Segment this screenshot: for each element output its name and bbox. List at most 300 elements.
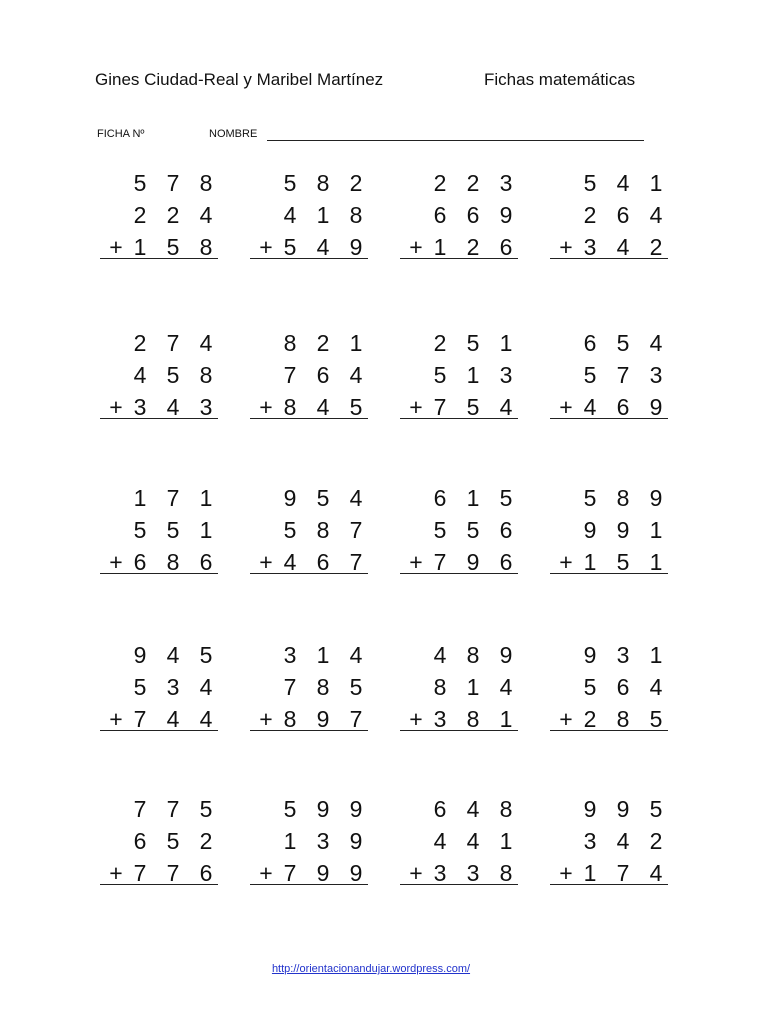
addend-digits: [278, 860, 368, 892]
digit: 5: [616, 549, 630, 575]
digit: 8: [466, 706, 480, 732]
addend-line-with-operator: [100, 549, 218, 581]
digit: 1: [499, 706, 513, 732]
digit: 5: [166, 828, 180, 854]
addend-line-with-operator: [100, 394, 218, 426]
digit: 7: [349, 517, 363, 543]
sum-line: [550, 884, 668, 885]
digit: 9: [283, 485, 297, 511]
digit: 7: [283, 362, 297, 388]
addend-digits: [128, 517, 218, 549]
digit: 5: [199, 642, 213, 668]
addend-line-with-operator: [550, 549, 668, 581]
digit: 7: [166, 796, 180, 822]
digit: 4: [166, 706, 180, 732]
plus-sign: +: [559, 706, 573, 732]
addend-line: [550, 362, 668, 394]
digit: 4: [283, 549, 297, 575]
digit: 4: [283, 202, 297, 228]
addend-line: [100, 517, 218, 549]
addend-line: [550, 796, 668, 828]
digit: 2: [316, 330, 330, 356]
digit: 4: [349, 362, 363, 388]
digit: 9: [583, 796, 597, 822]
addend-digits: [278, 202, 368, 234]
addend-line: [250, 796, 368, 828]
addend-digits: [128, 485, 218, 517]
digit: 4: [499, 394, 513, 420]
addend-line-with-operator: [250, 234, 368, 266]
digit: 8: [166, 549, 180, 575]
plus-sign: +: [409, 234, 423, 260]
plus-sign: +: [559, 394, 573, 420]
addend-line: [250, 330, 368, 362]
digit: 2: [583, 202, 597, 228]
digit: 9: [616, 796, 630, 822]
plus-sign: +: [259, 549, 273, 575]
addend-line: [100, 674, 218, 706]
addend-line: [250, 362, 368, 394]
addend-digits: [128, 549, 218, 581]
digit: 9: [349, 234, 363, 260]
addend-line: [550, 828, 668, 860]
digit: 8: [199, 362, 213, 388]
addend-digits: [578, 330, 668, 362]
digit: 4: [616, 234, 630, 260]
addend-digits: [428, 549, 518, 581]
addend-digits: [278, 517, 368, 549]
digit: 4: [316, 234, 330, 260]
plus-sign: +: [259, 234, 273, 260]
digit: 3: [616, 642, 630, 668]
digit: 6: [616, 202, 630, 228]
digit: 4: [199, 330, 213, 356]
subject-heading: Fichas matemáticas: [484, 70, 636, 89]
addend-line: [250, 642, 368, 674]
addend-digits: [578, 234, 668, 266]
digit: 4: [649, 202, 663, 228]
addend-digits: [128, 234, 218, 266]
addend-line: [250, 828, 368, 860]
digit: 3: [583, 828, 597, 854]
addend-line-with-operator: [100, 234, 218, 266]
addend-digits: [278, 642, 368, 674]
digit: 8: [616, 706, 630, 732]
digit: 5: [466, 394, 480, 420]
addend-line-with-operator: [400, 394, 518, 426]
addend-line: [550, 330, 668, 362]
addend-digits: [578, 796, 668, 828]
digit: 4: [166, 642, 180, 668]
addend-line: [550, 517, 668, 549]
digit: 6: [466, 202, 480, 228]
plus-sign: +: [409, 706, 423, 732]
addend-digits: [578, 674, 668, 706]
addend-digits: [578, 828, 668, 860]
addend-digits: [428, 330, 518, 362]
digit: 3: [466, 860, 480, 886]
digit: 7: [349, 706, 363, 732]
addend-line-with-operator: [400, 234, 518, 266]
digit: 1: [499, 330, 513, 356]
addend-digits: [278, 362, 368, 394]
addend-digits: [428, 394, 518, 426]
sum-line: [400, 884, 518, 885]
digit: 7: [166, 860, 180, 886]
digit: 7: [349, 549, 363, 575]
addition-problem: [400, 485, 518, 590]
digit: 5: [283, 517, 297, 543]
digit: 1: [349, 330, 363, 356]
digit: 4: [349, 642, 363, 668]
digit: 5: [583, 170, 597, 196]
digit: 1: [649, 517, 663, 543]
addend-digits: [578, 549, 668, 581]
digit: 6: [433, 796, 447, 822]
sum-line: [100, 258, 218, 259]
addend-line: [250, 202, 368, 234]
digit: 5: [466, 330, 480, 356]
addend-line: [250, 485, 368, 517]
addend-digits: [428, 828, 518, 860]
digit: 6: [316, 549, 330, 575]
addend-line: [400, 362, 518, 394]
footer-link[interactable]: http://orientacionandujar.wordpress.com/: [271, 963, 471, 975]
digit: 3: [133, 394, 147, 420]
digit: 9: [349, 860, 363, 886]
addend-digits: [578, 394, 668, 426]
addend-line: [400, 828, 518, 860]
digit: 2: [133, 330, 147, 356]
digit: 1: [583, 860, 597, 886]
addend-line: [400, 642, 518, 674]
addition-problem: [550, 796, 668, 901]
digit: 8: [466, 642, 480, 668]
digit: 4: [433, 828, 447, 854]
sum-line: [400, 418, 518, 419]
digit: 8: [499, 860, 513, 886]
addition-problem: [250, 170, 368, 275]
digit: 5: [349, 394, 363, 420]
addend-line: [100, 828, 218, 860]
digit: 6: [616, 394, 630, 420]
digit: 4: [466, 796, 480, 822]
addend-line: [250, 170, 368, 202]
addend-digits: [128, 828, 218, 860]
addend-line: [400, 485, 518, 517]
author-heading: Gines Ciudad-Real y Maribel Martínez: [95, 70, 384, 89]
digit: 2: [133, 202, 147, 228]
addend-digits: [428, 485, 518, 517]
digit: 1: [316, 202, 330, 228]
digit: 5: [583, 674, 597, 700]
sum-line: [250, 258, 368, 259]
digit: 1: [433, 234, 447, 260]
digit: 6: [199, 549, 213, 575]
sum-line: [250, 884, 368, 885]
digit: 3: [283, 642, 297, 668]
digit: 5: [499, 485, 513, 511]
addend-digits: [278, 170, 368, 202]
digit: 1: [499, 828, 513, 854]
digit: 7: [283, 860, 297, 886]
addend-line: [550, 674, 668, 706]
sum-line: [550, 573, 668, 574]
digit: 3: [316, 828, 330, 854]
ficha-label: FICHA Nº: [97, 128, 145, 140]
digit: 1: [283, 828, 297, 854]
digit: 1: [649, 170, 663, 196]
digit: 2: [433, 330, 447, 356]
digit: 9: [616, 517, 630, 543]
digit: 7: [433, 394, 447, 420]
sum-line: [250, 573, 368, 574]
digit: 2: [166, 202, 180, 228]
digit: 2: [466, 234, 480, 260]
addend-line-with-operator: [250, 860, 368, 892]
digit: 9: [649, 394, 663, 420]
addend-line-with-operator: [400, 549, 518, 581]
digit: 8: [283, 394, 297, 420]
digit: 7: [133, 796, 147, 822]
addend-digits: [578, 202, 668, 234]
plus-sign: +: [109, 549, 123, 575]
sum-line: [250, 418, 368, 419]
digit: 8: [316, 170, 330, 196]
addend-digits: [128, 796, 218, 828]
addend-line-with-operator: [550, 860, 668, 892]
addend-line-with-operator: [550, 394, 668, 426]
digit: 3: [499, 170, 513, 196]
digit: 6: [199, 860, 213, 886]
digit: 7: [166, 330, 180, 356]
addend-digits: [428, 674, 518, 706]
addition-problem: [250, 796, 368, 901]
addend-digits: [278, 485, 368, 517]
sum-line: [550, 418, 668, 419]
addend-digits: [428, 796, 518, 828]
addend-line: [400, 674, 518, 706]
digit: 8: [316, 674, 330, 700]
addition-problem: [400, 642, 518, 747]
digit: 6: [583, 330, 597, 356]
addend-digits: [128, 860, 218, 892]
digit: 3: [499, 362, 513, 388]
digit: 9: [466, 549, 480, 575]
plus-sign: +: [559, 860, 573, 886]
digit: 8: [199, 170, 213, 196]
addend-digits: [278, 796, 368, 828]
addition-problem: [100, 485, 218, 590]
addend-digits: [128, 330, 218, 362]
plus-sign: +: [109, 394, 123, 420]
addend-line: [100, 202, 218, 234]
digit: 4: [499, 674, 513, 700]
addend-line: [100, 362, 218, 394]
digit: 4: [649, 674, 663, 700]
digit: 1: [466, 362, 480, 388]
sum-line: [100, 884, 218, 885]
digit: 3: [583, 234, 597, 260]
digit: 4: [616, 170, 630, 196]
addend-digits: [578, 642, 668, 674]
digit: 6: [133, 549, 147, 575]
digit: 7: [133, 706, 147, 732]
plus-sign: +: [109, 234, 123, 260]
digit: 5: [133, 517, 147, 543]
digit: 7: [616, 860, 630, 886]
sum-line: [400, 730, 518, 731]
digit: 5: [433, 517, 447, 543]
digit: 6: [133, 828, 147, 854]
addend-line: [100, 170, 218, 202]
digit: 9: [499, 202, 513, 228]
addend-line-with-operator: [550, 234, 668, 266]
digit: 4: [199, 674, 213, 700]
addend-line: [550, 485, 668, 517]
addition-problem: [400, 330, 518, 435]
digit: 5: [166, 234, 180, 260]
digit: 5: [133, 674, 147, 700]
addend-line: [250, 517, 368, 549]
digit: 8: [433, 674, 447, 700]
addend-digits: [428, 706, 518, 738]
digit: 5: [199, 796, 213, 822]
digit: 9: [649, 485, 663, 511]
digit: 1: [649, 549, 663, 575]
digit: 3: [166, 674, 180, 700]
digit: 9: [499, 642, 513, 668]
addend-line: [400, 517, 518, 549]
plus-sign: +: [409, 860, 423, 886]
digit: 6: [316, 362, 330, 388]
addition-problem: [550, 642, 668, 747]
digit: 8: [283, 330, 297, 356]
addend-line: [100, 485, 218, 517]
addend-digits: [278, 234, 368, 266]
digit: 7: [166, 170, 180, 196]
digit: 5: [166, 517, 180, 543]
addition-problem: [100, 796, 218, 901]
addend-line-with-operator: [250, 394, 368, 426]
digit: 1: [583, 549, 597, 575]
digit: 3: [649, 362, 663, 388]
digit: 5: [583, 362, 597, 388]
addend-digits: [278, 674, 368, 706]
plus-sign: +: [559, 234, 573, 260]
addend-digits: [428, 234, 518, 266]
plus-sign: +: [109, 706, 123, 732]
addend-digits: [578, 706, 668, 738]
addend-line: [400, 796, 518, 828]
digit: 9: [133, 642, 147, 668]
plus-sign: +: [259, 706, 273, 732]
addend-line: [550, 170, 668, 202]
digit: 5: [349, 674, 363, 700]
digit: 4: [433, 642, 447, 668]
addend-line: [400, 330, 518, 362]
digit: 9: [316, 860, 330, 886]
digit: 4: [166, 394, 180, 420]
addend-digits: [278, 330, 368, 362]
digit: 1: [199, 485, 213, 511]
digit: 6: [433, 202, 447, 228]
sum-line: [100, 418, 218, 419]
digit: 3: [433, 860, 447, 886]
digit: 5: [649, 706, 663, 732]
digit: 5: [616, 330, 630, 356]
digit: 2: [649, 234, 663, 260]
addend-digits: [128, 674, 218, 706]
addend-digits: [428, 202, 518, 234]
addition-problem: [100, 642, 218, 747]
plus-sign: +: [409, 394, 423, 420]
digit: 7: [433, 549, 447, 575]
digit: 7: [133, 860, 147, 886]
digit: 5: [583, 485, 597, 511]
digit: 6: [499, 234, 513, 260]
digit: 8: [199, 234, 213, 260]
addend-digits: [428, 642, 518, 674]
digit: 2: [349, 170, 363, 196]
digit: 5: [316, 485, 330, 511]
addend-digits: [278, 394, 368, 426]
addend-digits: [578, 860, 668, 892]
sum-line: [400, 258, 518, 259]
addend-digits: [278, 706, 368, 738]
addend-line: [250, 674, 368, 706]
addend-digits: [578, 362, 668, 394]
digit: 3: [433, 706, 447, 732]
addition-problem: [400, 796, 518, 901]
digit: 3: [199, 394, 213, 420]
addend-digits: [128, 170, 218, 202]
digit: 5: [283, 796, 297, 822]
sum-line: [250, 730, 368, 731]
addend-digits: [128, 362, 218, 394]
addend-line-with-operator: [250, 706, 368, 738]
digit: 9: [316, 796, 330, 822]
addend-line: [100, 796, 218, 828]
digit: 5: [466, 517, 480, 543]
addend-line: [550, 642, 668, 674]
addend-digits: [578, 517, 668, 549]
sum-line: [100, 730, 218, 731]
addend-line-with-operator: [400, 706, 518, 738]
addition-problem: [100, 170, 218, 275]
digit: 6: [499, 517, 513, 543]
addend-digits: [428, 860, 518, 892]
digit: 4: [199, 202, 213, 228]
digit: 6: [616, 674, 630, 700]
digit: 4: [583, 394, 597, 420]
digit: 7: [166, 485, 180, 511]
addend-line-with-operator: [100, 706, 218, 738]
digit: 1: [199, 517, 213, 543]
addend-line: [100, 642, 218, 674]
digit: 4: [466, 828, 480, 854]
nombre-label: NOMBRE: [209, 128, 258, 140]
digit: 1: [316, 642, 330, 668]
addend-digits: [578, 170, 668, 202]
addend-digits: [128, 706, 218, 738]
digit: 5: [649, 796, 663, 822]
addend-line: [400, 202, 518, 234]
digit: 6: [499, 549, 513, 575]
digit: 5: [283, 234, 297, 260]
digit: 9: [349, 828, 363, 854]
digit: 4: [616, 828, 630, 854]
